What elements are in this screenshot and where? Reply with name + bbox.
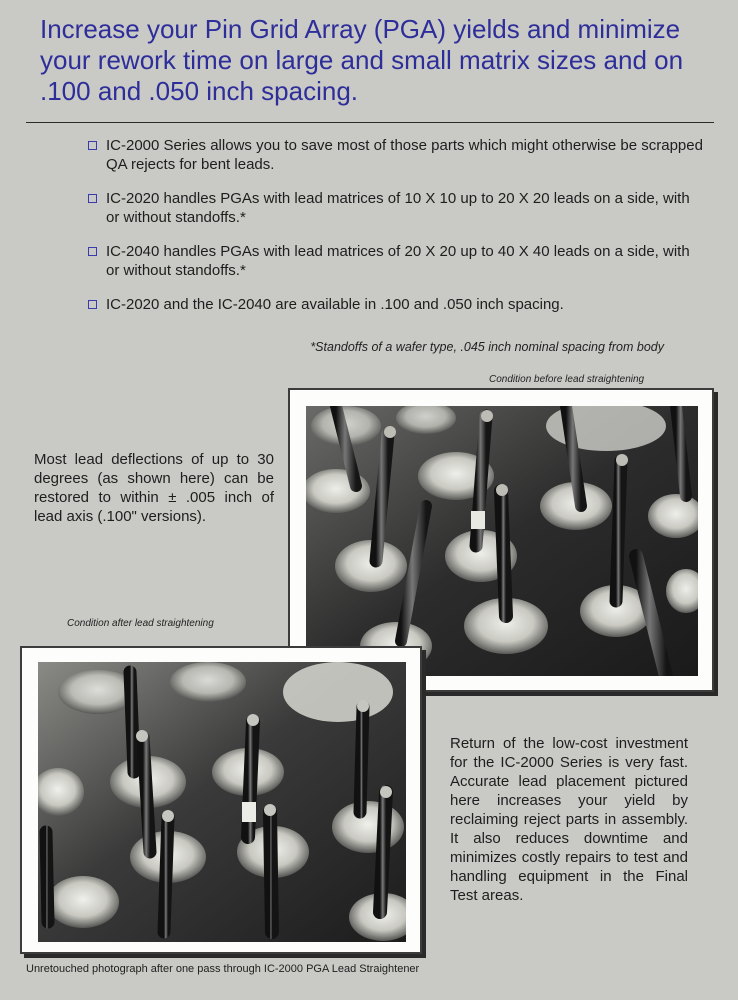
photo-frame-after [20, 646, 422, 954]
headline: Increase your Pin Grid Array (PGA) yields and minimize your rework time on large and small matrix sizes and on .100 and .050 inch spacing. [40, 14, 684, 106]
caption-after: Condition after lead straightening [67, 618, 214, 629]
bottom-caption: Unretouched photograph after one pass through IC-2000 PGA Lead Straightener [26, 963, 420, 975]
caption-before: Condition before lead straightening [489, 374, 645, 385]
list-item [86, 295, 706, 314]
divider [26, 122, 714, 123]
checkbox-bullet-icon [88, 247, 97, 256]
list-item-text: IC-2000 Series allows you to save most of those parts which might otherwise be scrapped QA rejects for bent leads. [106, 137, 703, 173]
list-item-text: IC-2020 handles PGAs with lead matrices of 10 X 10 up to 20 X 20 leads on a side, with or without standoffs.* [106, 190, 690, 226]
footnote: *Standoffs of a wafer type, .045 inch nominal spacing from body [310, 340, 664, 354]
return-on-investment-text: Return of the low-cost investment for the IC-2000 Series is very fast. Accurate lead placement pictured here increases your yield by reclaiming reject parts in assembly. It also reduces downtime and minimizes costly repairs to test and handling equipment in the Final Test areas. [450, 735, 688, 904]
checkbox-bullet-icon [88, 141, 97, 150]
deflection-description: Most lead deflections of up to 30 degrees (as shown here) can be restored to within ± .005 inch of lead axis (.100" versions). [34, 451, 274, 525]
list-item [86, 189, 706, 227]
pins-straight-illustration [38, 662, 406, 942]
list-item [86, 242, 706, 280]
checkbox-bullet-icon [88, 300, 97, 309]
list-item-text: IC-2040 handles PGAs with lead matrices of 20 X 20 up to 40 X 40 leads on a side, with or without standoffs.* [106, 243, 690, 279]
pins-bent-illustration [306, 406, 698, 676]
photo-after-straightening [38, 662, 406, 942]
photo-before-straightening [306, 406, 698, 676]
list-item-text: IC-2020 and the IC-2040 are available in .100 and .050 inch spacing. [106, 296, 564, 313]
feature-list [86, 136, 706, 329]
checkbox-bullet-icon [88, 194, 97, 203]
list-item [86, 136, 706, 174]
